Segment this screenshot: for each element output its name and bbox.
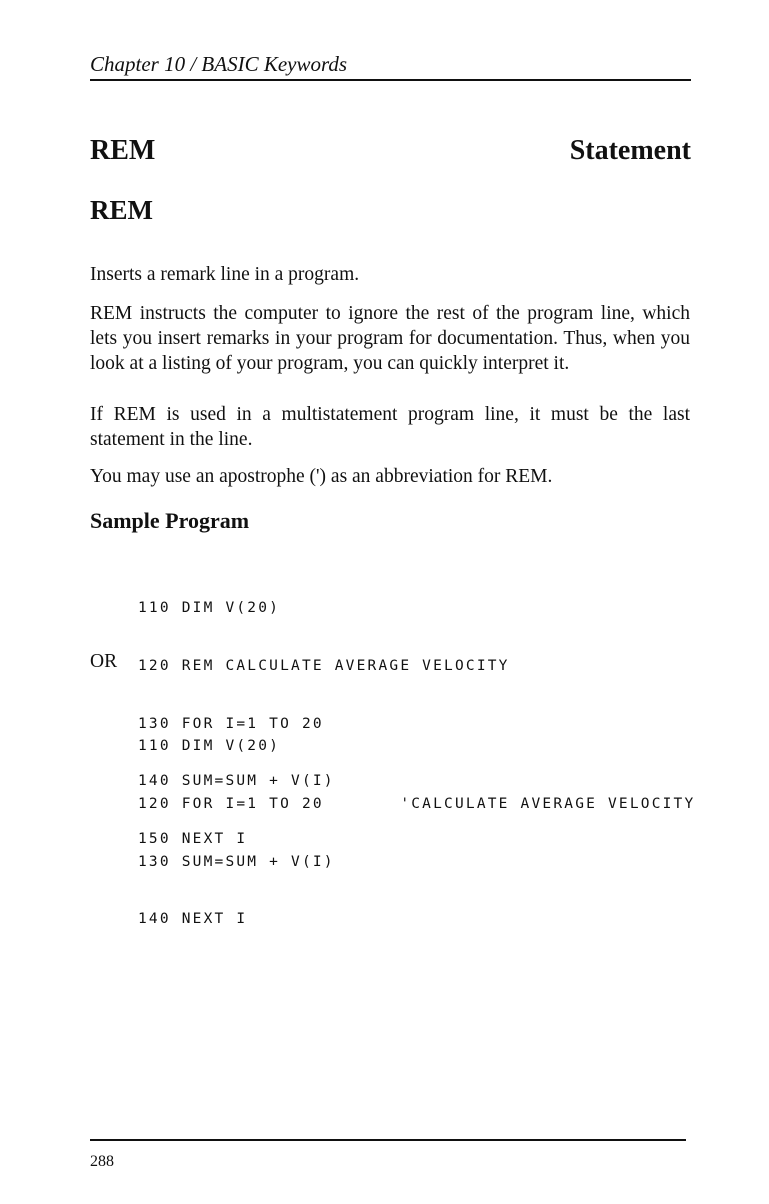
code-line: 140 NEXT I [138,911,248,928]
code-line: 110 DIM V(20) [138,600,281,617]
code-line: 110 DIM V(20) [138,738,281,755]
footer-rule [90,1139,686,1141]
header-rule [90,79,691,81]
description-paragraph: You may use an apostrophe (') as an abbreviation for REM. [90,466,553,487]
code-line: 120 REM CALCULATE AVERAGE VELOCITY [138,658,510,675]
code-line: 120 FOR I=1 TO 20 'CALCULATE AVERAGE VELOCITY [138,796,696,813]
keyword-title: REM [90,135,156,166]
sample-program-heading: Sample Program [90,508,250,533]
syntax-line: REM [90,195,153,225]
or-label: OR [90,651,118,672]
keyword-type: Statement [569,135,691,166]
description-paragraph: REM instructs the computer to ignore the rest of the program line, which lets you insert remarks in your program for documentation. Thus, when you look at a listing of your program, you can quickly interpret it. [90,303,690,374]
running-head: Chapter 10 / BASIC Keywords [90,52,348,76]
code-line: 150 NEXT I [138,830,248,847]
description-paragraph: Inserts a remark line in a program. [90,264,360,285]
sample-program-listing-2 [138,699,695,949]
code-line: 130 SUM=SUM + V(I) [138,853,335,870]
code-line: 130 FOR I=1 TO 20 [138,715,324,732]
code-line: 140 SUM=SUM + V(I) [138,773,335,790]
page-number: 288 [90,1153,114,1170]
entry-title-row [90,133,691,169]
description-paragraph: If REM is used in a multistatement program line, it must be the last statement in the line. [90,404,690,450]
